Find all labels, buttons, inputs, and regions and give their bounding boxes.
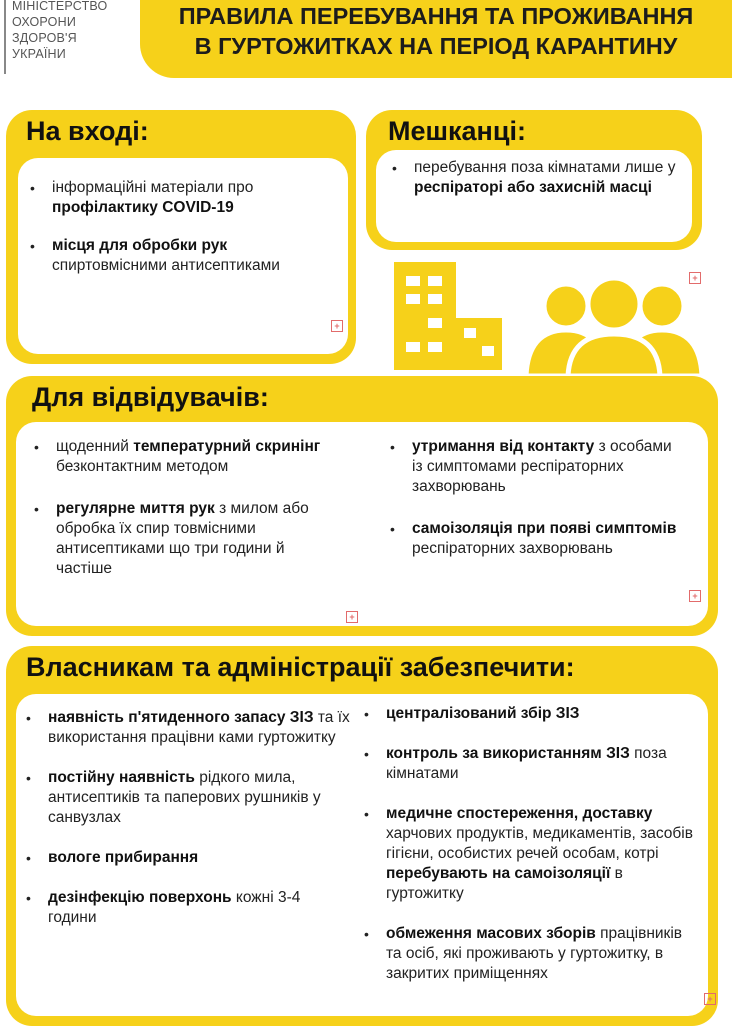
bullet-icon: • — [364, 746, 369, 762]
visitors-item: • регулярне миття рук з милом або обробка їх спир товмісними антисептиками що три години й частіше — [34, 500, 309, 577]
page-title — [140, 2, 732, 72]
bullet-icon: • — [364, 806, 369, 822]
owners-item: • централізований збір ЗІЗ — [364, 705, 580, 722]
owners-left-list — [22, 708, 352, 928]
bullet-icon: • — [26, 770, 31, 786]
bullet-icon: • — [364, 926, 369, 942]
residents-list — [388, 158, 678, 198]
bullet-icon: • — [26, 710, 31, 726]
visitors-item: • щоденний температурний скринінг безконтактним методом — [34, 438, 321, 475]
bullet-icon: • — [34, 439, 39, 455]
plus-icon: + — [331, 320, 343, 332]
title-line-1: ПРАВИЛА ПЕРЕБУВАННЯ ТА ПРОЖИВАННЯ — [178, 3, 694, 29]
plus-icon: + — [689, 272, 701, 284]
entrance-list — [26, 178, 336, 276]
owners-item: • постійну наявність рідкого мила, антисептиків та паперових рушників у санвузлах — [26, 769, 321, 826]
plus-icon: + — [689, 590, 701, 602]
owners-item: • вологе прибирання — [26, 849, 199, 866]
bullet-icon: • — [30, 180, 35, 196]
owners-item: • обмеження масових зборів працівників та осіб, які проживають у гуртожитку, в закритих приміщеннях — [364, 925, 683, 982]
owners-title: Власникам та адміністрації забезпечити: — [26, 652, 575, 682]
visitors-right-list — [386, 437, 686, 559]
bullet-icon: • — [390, 521, 395, 537]
plus-icon: + — [346, 611, 358, 623]
ministry-name: МІНІСТЕРСТВО ОХОРОНИ ЗДОРОВ'Я УКРАЇНИ — [12, 0, 108, 61]
entrance-item: • місця для обробки рук спиртовмісними антисептиками — [30, 237, 280, 274]
bullet-icon: • — [390, 439, 395, 455]
owners-item: • медичне спостереження, доставку харчових продуктів, медикаментів, засобів гігієни, особистих речей особам, котрі перебувають на самоізоляції в гуртожитку — [364, 805, 693, 902]
visitors-left-list — [30, 437, 340, 579]
owners-item: • контроль за використанням ЗІЗ поза кімнатами — [364, 745, 667, 782]
buildings-people-illustration — [378, 258, 708, 376]
bullet-icon: • — [392, 160, 397, 176]
bullet-icon: • — [34, 501, 39, 517]
bullet-icon: • — [26, 850, 31, 866]
owners-item: • дезінфекцію поверхонь кожні 3-4 години — [26, 889, 301, 926]
bullet-icon: • — [26, 890, 31, 906]
visitors-title: Для відвідувачів: — [32, 382, 269, 412]
visitors-item: • самоізоляція при появі симптомів респіраторних захворювань — [390, 520, 677, 557]
entrance-title: На вході: — [26, 116, 149, 146]
entrance-item: • інформаційні матеріали про профілактику COVID-19 — [30, 179, 254, 216]
residents-title: Мешканці: — [388, 116, 526, 146]
owners-right-list — [360, 704, 700, 984]
owners-item: • наявність п'ятиденного запасу ЗІЗ та їх використання працівни ками гуртожитку — [26, 709, 350, 746]
bullet-icon: • — [30, 238, 35, 254]
ministry-divider — [4, 0, 6, 74]
title-line-2: В ГУРТОЖИТКАХ НА ПЕРІОД КАРАНТИНУ — [194, 33, 678, 59]
residents-item: • перебування поза кімнатами лише у респіраторі або захисній масці — [392, 159, 676, 196]
bullet-icon: • — [364, 706, 369, 722]
plus-icon: + — [704, 993, 716, 1005]
visitors-item: • утримання від контакту з особами із симптомами респіраторних захворювань — [390, 438, 672, 495]
